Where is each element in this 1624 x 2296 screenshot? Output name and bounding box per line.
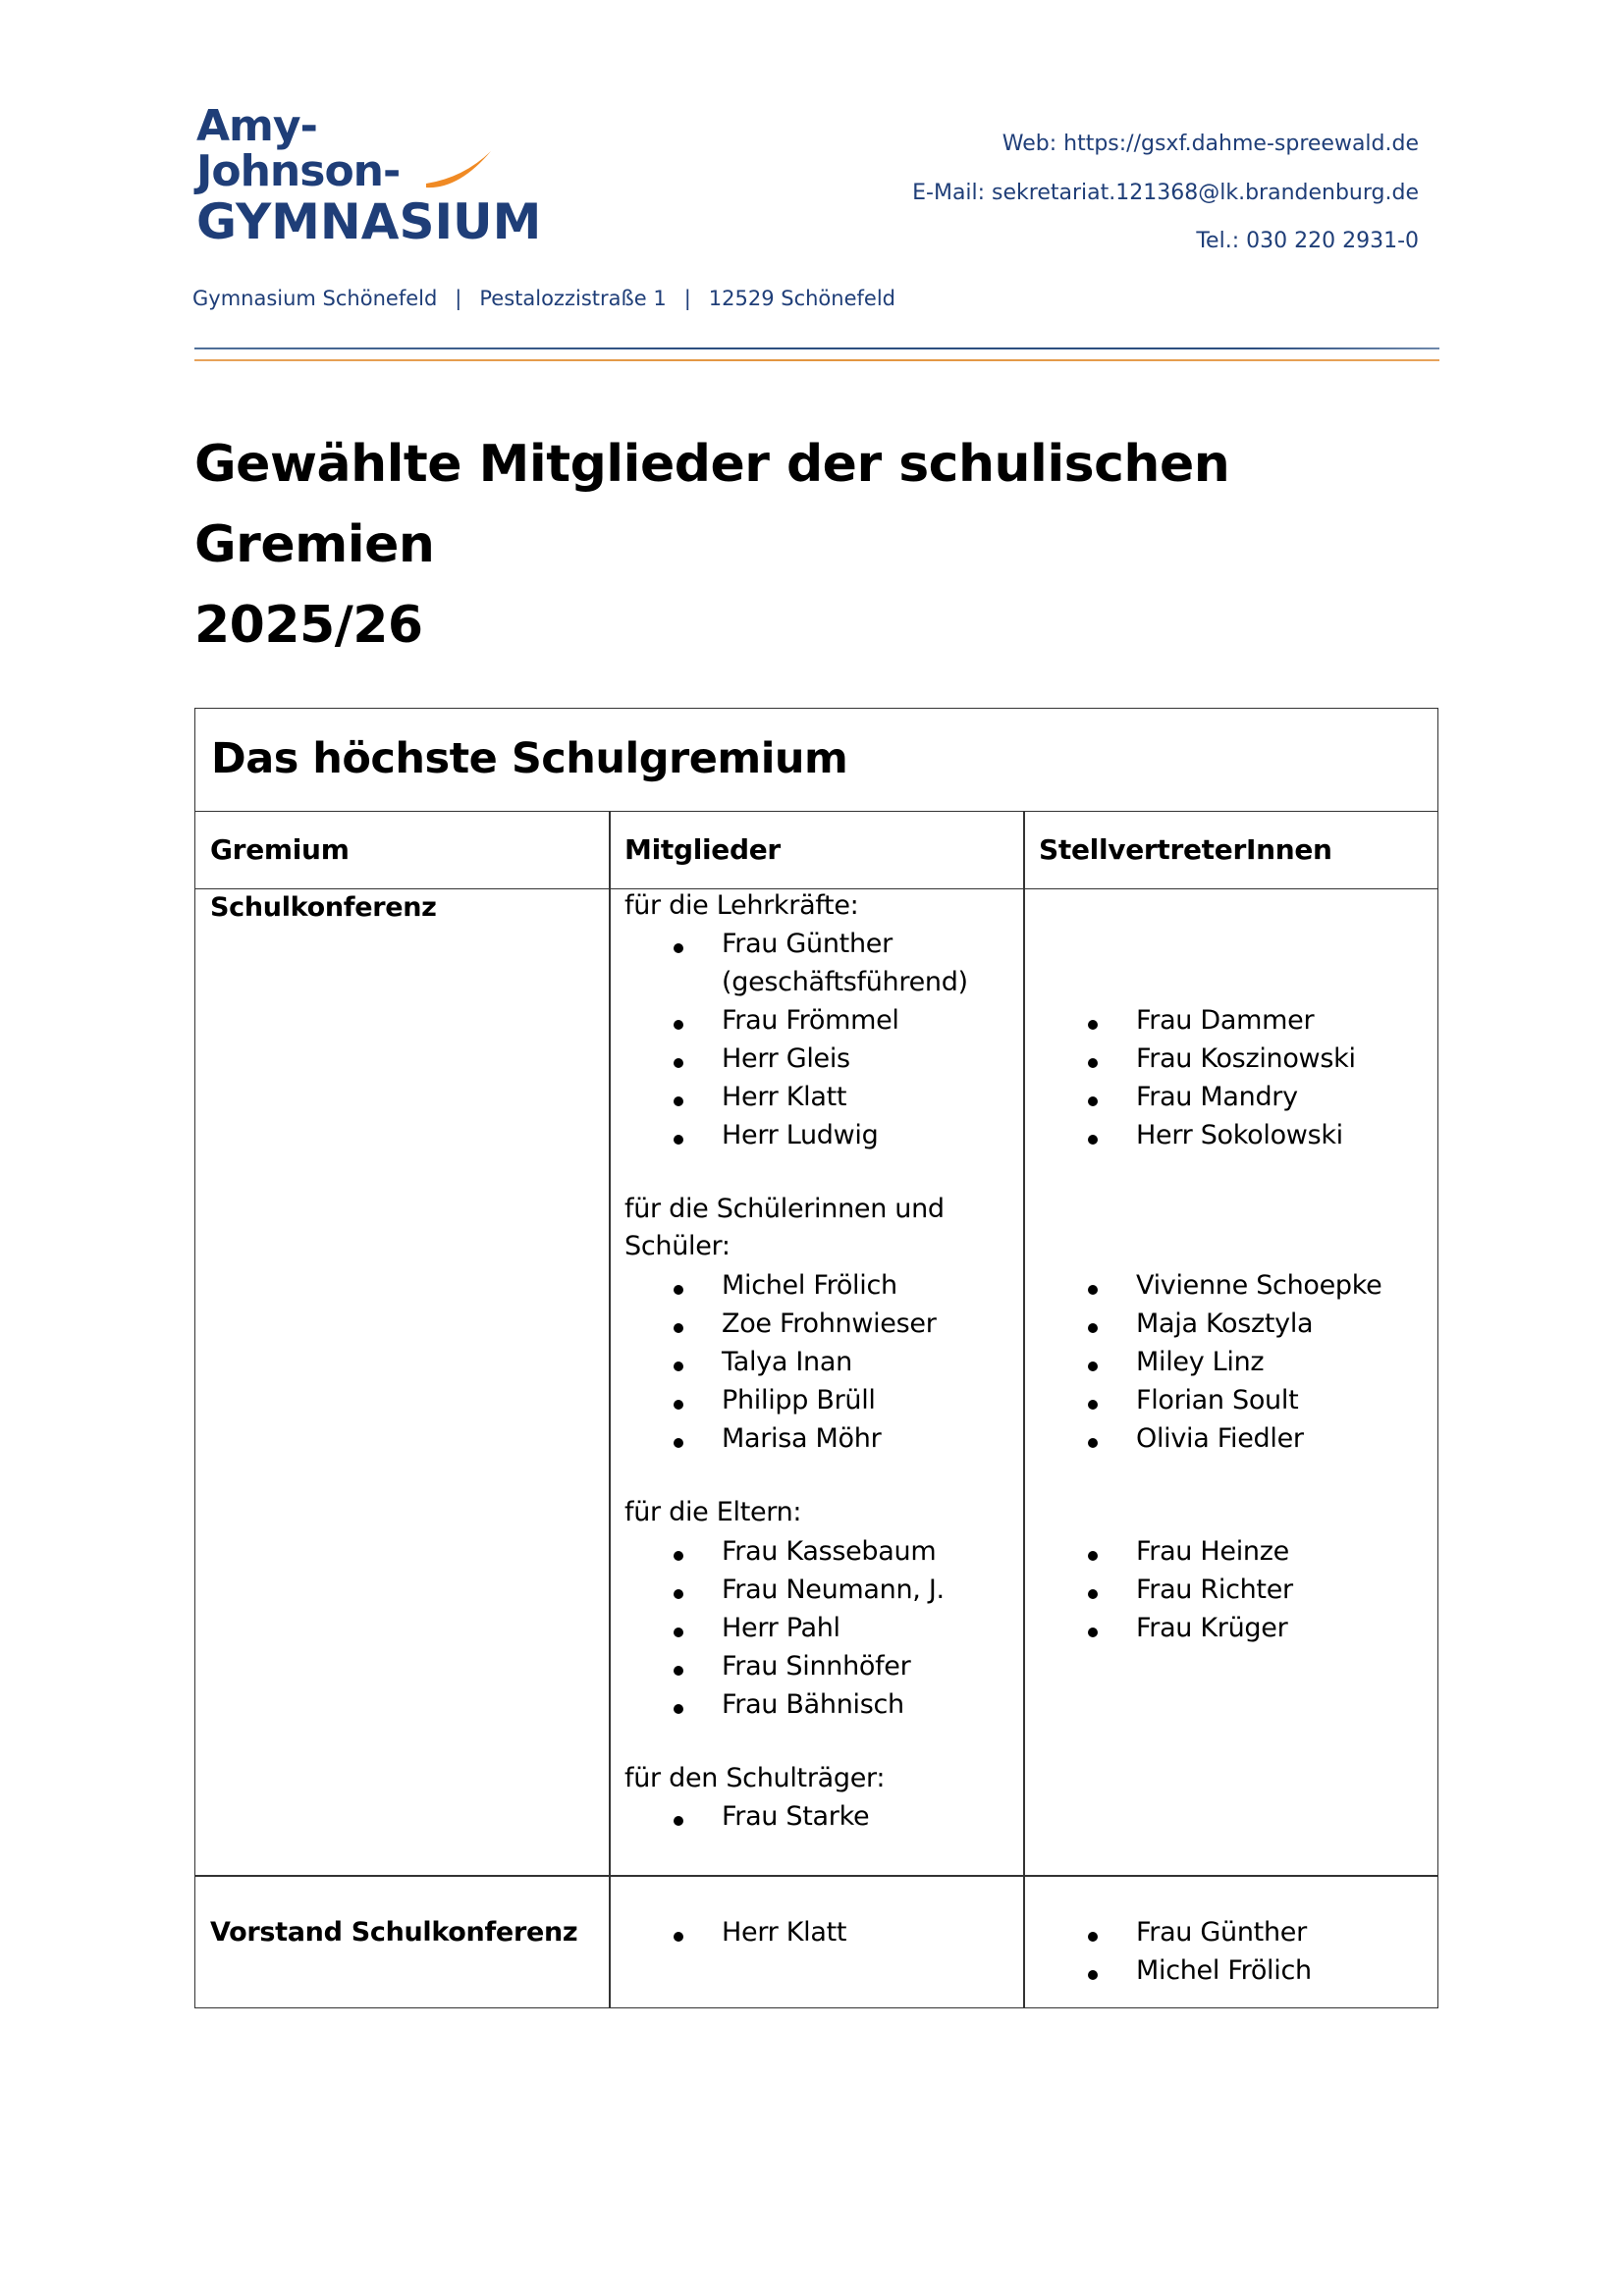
list-item: Frau Richter bbox=[1136, 1575, 1293, 1605]
list-item: Herr Klatt bbox=[722, 1917, 847, 1948]
bullet-icon bbox=[674, 1285, 683, 1295]
bullet-icon bbox=[674, 1020, 683, 1030]
list-item: Frau Neumann, J. bbox=[722, 1575, 945, 1605]
swoosh-icon bbox=[424, 148, 493, 192]
column-divider bbox=[1023, 811, 1025, 2007]
list-item: Herr Sokolowski bbox=[1136, 1120, 1343, 1150]
list-item: Zoe Frohnwieser bbox=[722, 1308, 937, 1339]
bullet-icon bbox=[674, 1323, 683, 1333]
group-label-lehrkraefte: für die Lehrkräfte: bbox=[624, 890, 859, 921]
list-item: Olivia Fiedler bbox=[1136, 1423, 1304, 1454]
logo-line-1: Amy- bbox=[196, 101, 317, 151]
list-item: Florian Soult bbox=[1136, 1385, 1299, 1415]
address-school: Gymnasium Schönefeld bbox=[192, 287, 438, 310]
list-item-continuation: (geschäftsführend) bbox=[722, 967, 968, 997]
list-item: Philipp Brüll bbox=[722, 1385, 876, 1415]
address-street: Pestalozzistraße 1 bbox=[479, 287, 667, 310]
table-title: Das höchste Schulgremium bbox=[211, 734, 848, 783]
list-item: Miley Linz bbox=[1136, 1347, 1265, 1377]
list-item: Frau Bähnisch bbox=[722, 1689, 904, 1720]
list-item: Marisa Möhr bbox=[722, 1423, 882, 1454]
bullet-icon bbox=[1088, 1058, 1098, 1068]
group-label-schueler-cont: Schüler: bbox=[624, 1231, 731, 1261]
bullet-icon bbox=[674, 1362, 683, 1371]
logo-line-2: Johnson- bbox=[196, 146, 401, 196]
bullet-icon bbox=[1088, 1438, 1098, 1448]
list-item: Frau Günther bbox=[722, 929, 893, 959]
header-rule-blue bbox=[194, 347, 1439, 349]
bullet-icon bbox=[1088, 1932, 1098, 1942]
address-separator: | bbox=[683, 287, 691, 310]
list-item: Maja Kosztyla bbox=[1136, 1308, 1314, 1339]
bullet-icon bbox=[674, 1135, 683, 1145]
list-item: Herr Ludwig bbox=[722, 1120, 879, 1150]
bullet-icon bbox=[674, 1589, 683, 1599]
address-city: 12529 Schönefeld bbox=[708, 287, 895, 310]
bullet-icon bbox=[1088, 1096, 1098, 1106]
contact-web[interactable]: Web: https://gsxf.dahme-spreewald.de bbox=[1001, 132, 1419, 156]
list-item: Michel Frölich bbox=[1136, 1955, 1312, 1986]
gremium-vorstand: Vorstand Schulkonferenz bbox=[210, 1917, 578, 1948]
list-item: Frau Frömmel bbox=[722, 1005, 899, 1036]
bullet-icon bbox=[674, 1058, 683, 1068]
list-item: Frau Dammer bbox=[1136, 1005, 1315, 1036]
address-separator: | bbox=[455, 287, 462, 310]
header-cell-stellvertreter bbox=[1024, 811, 1437, 889]
column-divider bbox=[609, 811, 611, 2007]
bullet-icon bbox=[674, 1666, 683, 1676]
bullet-icon bbox=[1088, 1400, 1098, 1410]
page-title-line-1: Gewählte Mitglieder der schulischen Gremien bbox=[194, 435, 1230, 574]
list-item: Talya Inan bbox=[722, 1347, 852, 1377]
bullet-icon bbox=[1088, 1551, 1098, 1561]
logo-line-3: GYMNASIUM bbox=[196, 193, 542, 250]
header-stellvertreter: StellvertreterInnen bbox=[1039, 833, 1332, 866]
bullet-icon bbox=[674, 1704, 683, 1714]
list-item: Frau Heinze bbox=[1136, 1536, 1289, 1567]
contact-phone: Tel.: 030 220 2931-0 bbox=[1196, 229, 1419, 253]
bullet-icon bbox=[674, 1400, 683, 1410]
group-label-eltern: für die Eltern: bbox=[624, 1497, 802, 1527]
group-label-schultraeger: für den Schulträger: bbox=[624, 1763, 886, 1793]
bullet-icon bbox=[1088, 1589, 1098, 1599]
table-title-row bbox=[195, 709, 1437, 812]
list-item: Frau Krüger bbox=[1136, 1613, 1288, 1643]
header-rule-orange bbox=[194, 359, 1439, 361]
list-item: Frau Koszinowski bbox=[1136, 1043, 1356, 1074]
bullet-icon bbox=[1088, 1285, 1098, 1295]
bullet-icon bbox=[674, 1096, 683, 1106]
committee-table bbox=[194, 708, 1438, 2008]
school-logo bbox=[196, 101, 550, 248]
list-item: Herr Gleis bbox=[722, 1043, 850, 1074]
list-item: Vivienne Schoepke bbox=[1136, 1270, 1382, 1301]
header-mitglieder: Mitglieder bbox=[624, 833, 781, 866]
gremium-schulkonferenz: Schulkonferenz bbox=[210, 892, 437, 923]
bullet-icon bbox=[674, 1551, 683, 1561]
bullet-icon bbox=[1088, 1970, 1098, 1980]
bullet-icon bbox=[1088, 1020, 1098, 1030]
list-item: Herr Pahl bbox=[722, 1613, 840, 1643]
header-cell-gremium bbox=[195, 811, 610, 889]
page-title bbox=[194, 424, 1432, 666]
bullet-icon bbox=[1088, 1362, 1098, 1371]
contact-block bbox=[912, 126, 1419, 272]
list-item: Frau Starke bbox=[722, 1801, 870, 1832]
bullet-icon bbox=[1088, 1135, 1098, 1145]
address-line bbox=[192, 287, 895, 310]
list-item: Frau Kassebaum bbox=[722, 1536, 937, 1567]
header-gremium: Gremium bbox=[210, 833, 350, 866]
bullet-icon bbox=[674, 1932, 683, 1942]
bullet-icon bbox=[1088, 1323, 1098, 1333]
list-item: Frau Sinnhöfer bbox=[722, 1651, 911, 1682]
page-title-line-2: 2025/26 bbox=[194, 596, 423, 655]
list-item: Herr Klatt bbox=[722, 1082, 847, 1112]
bullet-icon bbox=[674, 1438, 683, 1448]
row-divider bbox=[195, 1875, 1437, 1877]
bullet-icon bbox=[674, 1628, 683, 1637]
list-item: Frau Günther bbox=[1136, 1917, 1307, 1948]
bullet-icon bbox=[674, 1816, 683, 1826]
list-item: Frau Mandry bbox=[1136, 1082, 1298, 1112]
bullet-icon bbox=[674, 943, 683, 953]
contact-email[interactable]: E-Mail: sekretariat.121368@lk.brandenburg.de bbox=[912, 180, 1419, 205]
header-cell-mitglieder bbox=[610, 811, 1024, 889]
group-label-schueler: für die Schülerinnen und bbox=[624, 1194, 945, 1224]
bullet-icon bbox=[1088, 1628, 1098, 1637]
list-item: Michel Frölich bbox=[722, 1270, 897, 1301]
